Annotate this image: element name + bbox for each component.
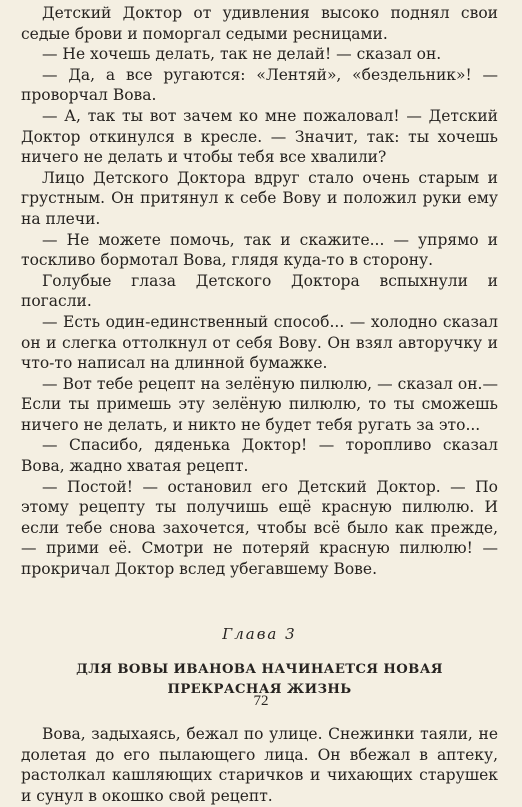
- paragraph: — Есть один-единственный способ... — холодно сказал он и слегка оттолкнул от себя Вову. Он взял авторучку и что-то написал на длинной бумажке.: [21, 312, 498, 373]
- paragraph: — Вот тебе рецепт на зелёную пилюлю, — сказал он.— Если ты примешь эту зелёную пилюлю, то ты сможешь ничего не делать, и никто не будет тебя ругать за это...: [21, 374, 498, 434]
- chapter-label: Глава 3: [222, 624, 297, 643]
- chapter-title-line: ПРЕКРАСНАЯ ЖИЗНЬ: [167, 682, 352, 698]
- paragraph: — Да, а все ругаются: «Лентяй», «бездельник»! — проворчал Вова.: [21, 65, 498, 105]
- paragraph: — Постой! — остановил его Детский Доктор. — По этому рецепту ты получишь ещё красную пилюлю. И если тебе снова захочется, чтобы всё было как прежде, — прими её. Смотри не потеряй красную пилюлю! — прокричал Доктор вслед убегавшему Вове.: [21, 477, 498, 579]
- paragraph: Детский Доктор от удивления высоко поднял свои седые брови и поморгал седыми ресницами.: [21, 4, 498, 43]
- chapter-title-line: ДЛЯ ВОВЫ ИВАНОВА НАЧИНАЕТСЯ НОВАЯ: [76, 662, 443, 678]
- paragraph: — А, так ты вот зачем ко мне пожаловал! — Детский Доктор откинулся в кресле. — Значит, так: ты хочешь ничего не делать и чтобы тебя все хвалили?: [21, 106, 498, 167]
- paragraph: — Не можете помочь, так и скажите... — упрямо и тоскливо бормотал Вова, глядя куда-то в сторону.: [21, 230, 498, 270]
- page-number: 72: [253, 693, 269, 709]
- paragraph: — Спасибо, дяденька Доктор! — торопливо сказал Вова, жадно хватая рецепт.: [21, 436, 498, 476]
- chapter-end-text: [21, 3, 498, 580]
- paragraph: Вова, задыхаясь, бежал по улице. Снежинки таяли, не долетая до его пылающего лица. Он вбежал в аптеку, растолкал кашляющих старичков и чихающих старушек и сунул в окошко свой рецепт.: [21, 725, 498, 805]
- paragraph: Лицо Детского Доктора вдруг стало очень старым и грустным. Он притянул к себе Вову и положил руки ему на плечи.: [21, 168, 498, 228]
- paragraph: — Не хочешь делать, так не делай! — сказал он.: [42, 45, 442, 64]
- chapter-start-text: [21, 724, 498, 806]
- paragraph: Голубые глаза Детского Доктора вспыхнули и погасли.: [21, 271, 498, 311]
